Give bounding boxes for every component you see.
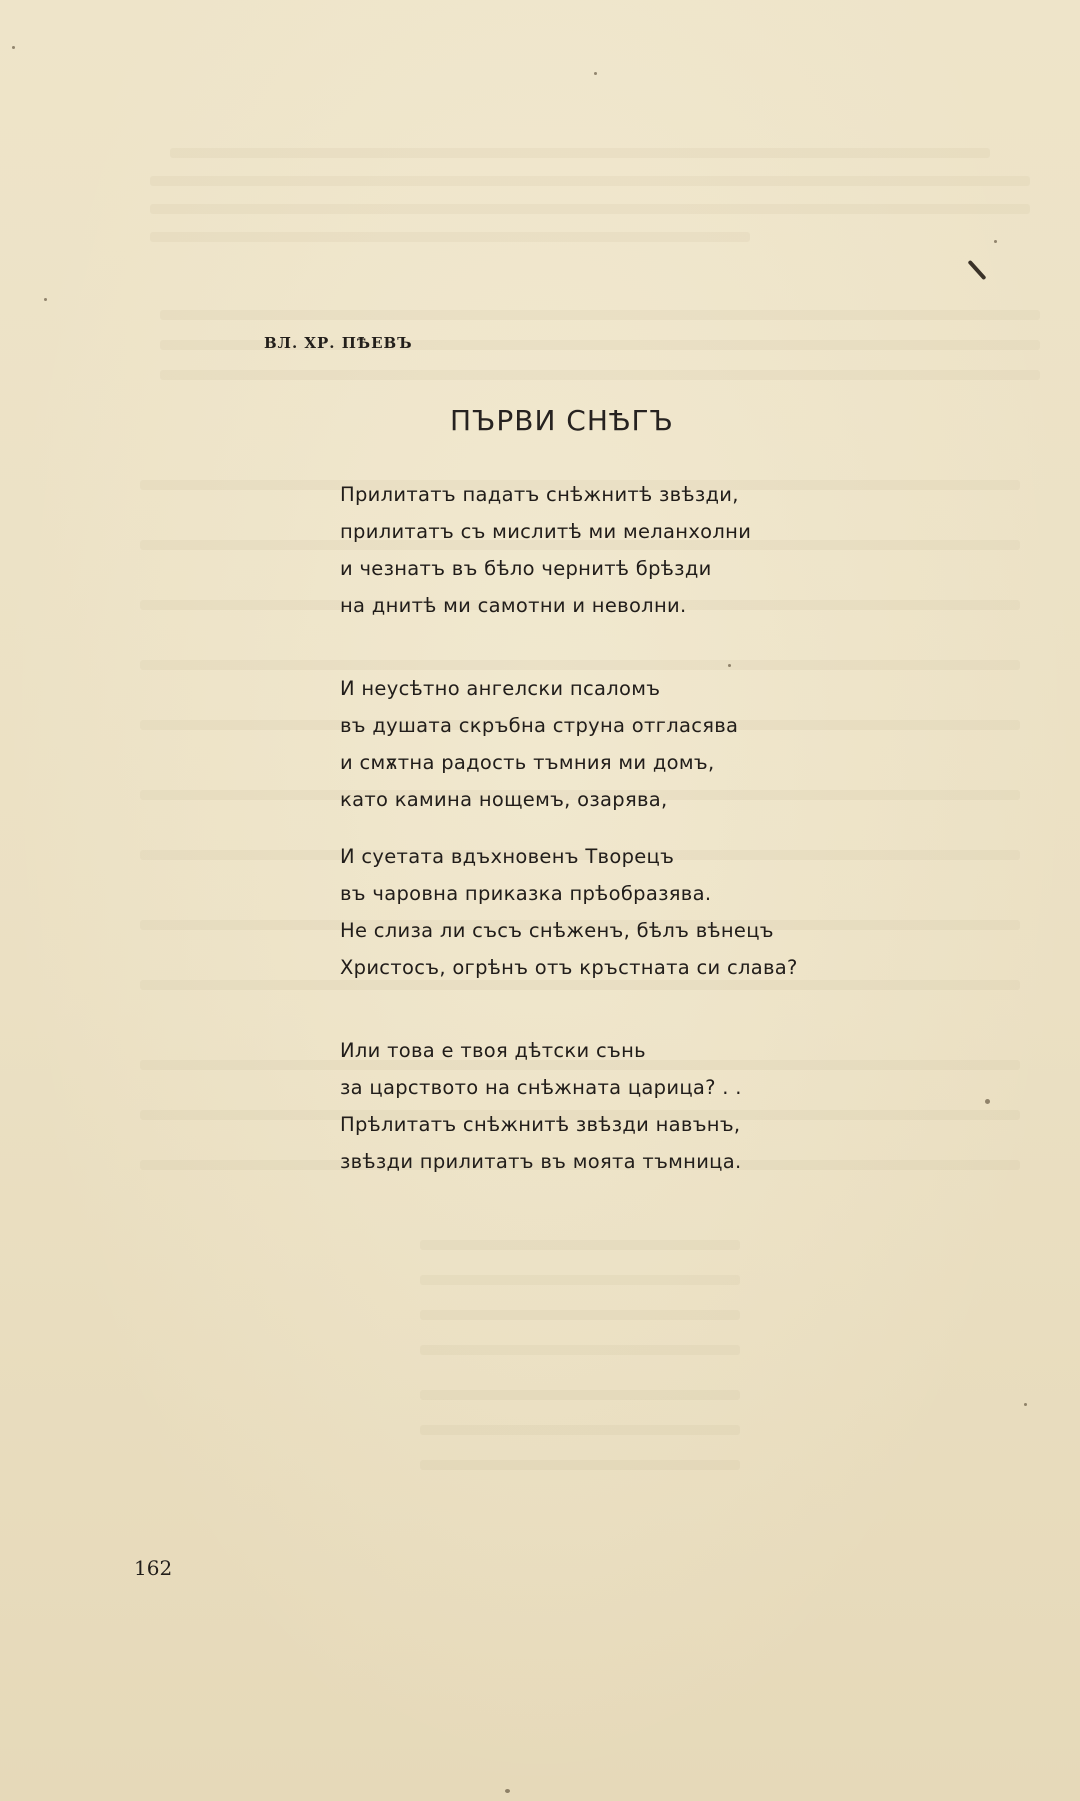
ink-mark <box>967 260 986 281</box>
paper-speck <box>985 1099 990 1104</box>
bleed-through-line <box>160 370 1040 380</box>
bleed-through-line <box>420 1460 740 1470</box>
stanza-gap <box>340 818 860 838</box>
poem-body <box>340 476 860 1180</box>
bleed-through-line <box>420 1275 740 1285</box>
poem-line: Прѣлитатъ снѣжнитѣ звѣзди навънъ, <box>340 1113 741 1136</box>
paper-speck <box>505 1789 510 1793</box>
poem-line: звѣзди прилитатъ въ моята тъмница. <box>340 1150 742 1173</box>
paper-speck <box>44 298 47 301</box>
bleed-through-line <box>160 310 1040 320</box>
author-name: ВЛ. ХР. ПѢЕВЪ <box>264 334 413 352</box>
poem-line: като камина нощемъ, озарява, <box>340 788 668 811</box>
poem-line: прилитатъ съ мислитѣ ми меланхолни <box>340 520 752 543</box>
paper-speck <box>12 46 15 49</box>
bleed-through-line <box>420 1240 740 1250</box>
stanza-gap <box>340 986 860 1032</box>
poem-line: Не слиза ли съсъ снѣженъ, бѣлъ вѣнецъ <box>340 919 774 942</box>
bleed-through-line <box>150 176 1030 186</box>
paper-speck <box>594 72 597 75</box>
bleed-through-line <box>170 148 990 158</box>
poem-line: Христосъ, огрѣнъ отъ кръстната си слава? <box>340 956 798 979</box>
bleed-through-line <box>420 1345 740 1355</box>
poem-line: И неусѣтно ангелски псаломъ <box>340 677 661 700</box>
poem-line: на днитѣ ми самотни и неволни. <box>340 594 687 617</box>
bleed-through-line <box>420 1425 740 1435</box>
poem-title: ПЪРВИ СНѢГЪ <box>450 404 674 437</box>
poem-line: за царството на снѣжната царица? . . <box>340 1076 742 1099</box>
poem-line: и чезнатъ въ бѣло чернитѣ брѣзди <box>340 557 712 580</box>
poem-line: и смѫтна радость тъмния ми домъ, <box>340 751 715 774</box>
poem-line: Прилитатъ падатъ снѣжнитѣ звѣзди, <box>340 483 739 506</box>
poem-line: въ душата скръбна струна отгласява <box>340 714 739 737</box>
poem-line: И суетата вдъхновенъ Творецъ <box>340 845 675 868</box>
poem-line: Или това е твоя дѣтски сънь <box>340 1039 646 1062</box>
stanza <box>340 476 860 624</box>
bleed-through-line <box>420 1310 740 1320</box>
stanza <box>340 838 860 986</box>
paper-speck <box>994 240 997 243</box>
stanza <box>340 1032 860 1180</box>
stanza-gap <box>340 624 860 670</box>
page-number: 162 <box>134 1556 173 1580</box>
stanza <box>340 670 860 818</box>
bleed-through-line <box>150 232 750 242</box>
bleed-through-line <box>420 1390 740 1400</box>
paper-speck <box>1024 1403 1027 1406</box>
bleed-through-line <box>150 204 1030 214</box>
poem-line: въ чаровна приказка прѣобразява. <box>340 882 712 905</box>
